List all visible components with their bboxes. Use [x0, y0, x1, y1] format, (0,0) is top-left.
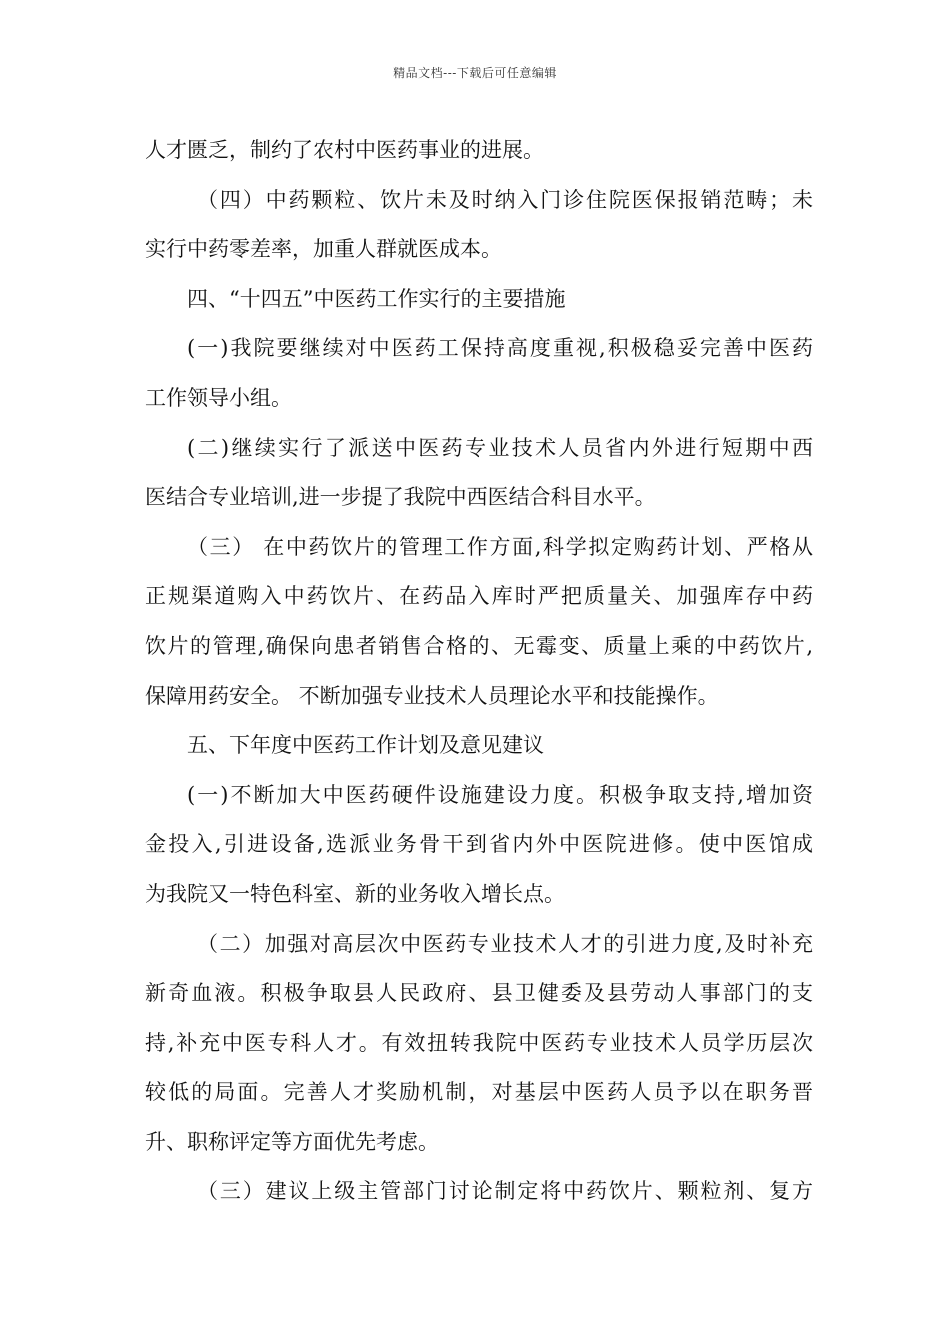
paragraph-line: 新奇血液。积极争取县人民政府、县卫健委及县劳动人事部门的支 [145, 981, 813, 1006]
paragraph-line: 较低的局面。完善人才奖励机制，对基层中医药人员予以在职务晋 [145, 1080, 813, 1105]
paragraph-line: （二）加强对高层次中医药专业技术人才的引进力度,及时补充 [197, 931, 813, 956]
paragraph-line: (一)不断加大中医药硬件设施建设力度。积极争取支持,增加资 [187, 782, 813, 807]
section-heading: 五、下年度中医药工作计划及意见建议 [187, 733, 544, 758]
paragraph-line: 医结合专业培训,进一步提了我院中西医结合科目水平。 [145, 485, 656, 510]
paragraph-line: （三）建议上级主管部门讨论制定将中药饮片、颗粒剂、复方 [197, 1179, 813, 1204]
paragraph-line: （四）中药颗粒、饮片未及时纳入门诊住院医保报销范畴；未 [197, 187, 813, 212]
paragraph-line: 为我院又一特色科室、新的业务收入增长点。 [145, 881, 565, 906]
paragraph-line: 持,补充中医专科人才。有效扭转我院中医药专业技术人员学历层次 [145, 1030, 813, 1055]
paragraph-line: 保障用药安全。 不断加强专业技术人员理论水平和技能操作。 [145, 683, 719, 708]
document-body [145, 126, 813, 1217]
paragraph-line: 升、职称评定等方面优先考虑。 [145, 1129, 439, 1154]
paragraph-line: 实行中药零差率，加重人群就医成本。 [145, 237, 502, 262]
page-header: 精品文档---下载后可任意编辑 [393, 66, 557, 80]
paragraph-line: (二)继续实行了派送中医药专业技术人员省内外进行短期中西 [187, 435, 813, 460]
paragraph-line: 工作领导小组。 [145, 385, 292, 410]
paragraph-line: 金投入,引进设备,选派业务骨干到省内外中医院进修。使中医馆成 [145, 832, 813, 857]
paragraph-line: (一)我院要继续对中医药工保持高度重视,积极稳妥完善中医药 [187, 336, 813, 361]
section-heading: 四、“十四五”中医药工作实行的主要措施 [187, 286, 566, 311]
paragraph-line: 正规渠道购入中药饮片、在药品入库时严把质量关、加强库存中药 [145, 584, 813, 609]
paragraph-line: （三） 在中药饮片的管理工作方面,科学拟定购药计划、严格从 [187, 534, 813, 559]
paragraph-line: 饮片的管理,确保向患者销售合格的、无霉变、质量上乘的中药饮片, [145, 633, 813, 658]
paragraph-line: 人才匮乏，制约了农村中医药事业的进展。 [145, 138, 544, 162]
